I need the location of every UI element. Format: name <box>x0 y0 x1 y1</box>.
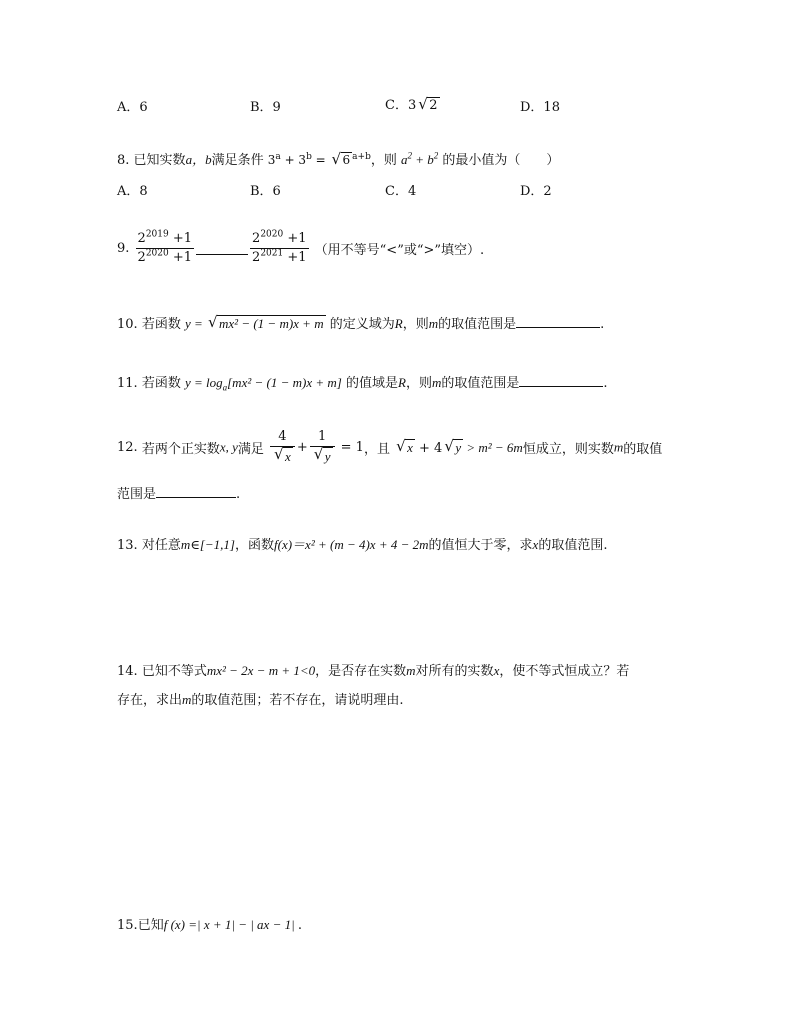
q12-answer-blank <box>156 485 236 498</box>
q7-option-c: C．3 √ 2 <box>385 95 438 113</box>
q11-stem: 11. 若函数 $y = \log_a[mx^2 - (1 - m)x + m]$ 的值域是R，则m的取值范围是 . <box>117 375 608 393</box>
q9-fraction-2: $\frac{2^{2020} +1}{2^{2021} +1}$ <box>252 229 307 265</box>
q9-fraction-1: $\frac{2^{2019} +1}{2^{2020} +1}$ <box>137 229 193 265</box>
q10-answer-blank <box>516 315 600 328</box>
q12-stem: 12. 若两个正实数x, y满足 4 √ x + 1 √ y = 1，且 √ x + 4 √ y > m² − 6m恒成立，则实数m的取值 <box>117 429 663 464</box>
q10-stem: 10. 若函数 y = √ mx² − (1 − m)x + m 的定义域为R，则m的取值范围是 . <box>117 313 605 332</box>
q13-stem: 13. 对任意m∈[−1,1]，函数f(x)＝x² + (m − 4)x + 4 − 2m的值恒大于零，求x的取值范围. <box>117 537 608 553</box>
q9-answer-blank <box>196 242 248 255</box>
q8-option-a: A．8 <box>117 184 148 199</box>
q7-option-d: D．18 <box>520 100 560 115</box>
q8-option-b: B．6 <box>250 184 281 199</box>
q14-line2: 存在，求出m的取值范围；若不存在，请说明理由. <box>117 692 404 708</box>
q8-option-d: D．2 <box>520 184 552 199</box>
q7-option-a: A．6 <box>117 100 148 115</box>
q12-line2: 范围是 . <box>117 487 241 502</box>
q11-answer-blank <box>519 374 603 387</box>
q8-stem: 8. 已知实数a，b满足条件 $3^a + 3^b$ = √ 6 $^{a+b}$，则 $a^2 + b^2$ 的最小值为（ ） <box>117 150 560 168</box>
q8-option-c: C．4 <box>385 184 417 199</box>
q9-stem: 9. $\frac{2^{2019} +1}{2^{2020} +1}$ $\frac{2^{2020} +1}{2^{2021} +1}$ （用不等号“<”或“>”填空）. <box>117 229 485 265</box>
q15-stem: 15.已知f (x) =| x + 1| − | ax − 1| . <box>117 917 303 933</box>
q14-stem: 14. 已知不等式mx² − 2x − m + 1<0，是否存在实数m对所有的实数x，使不等式恒成立？若 <box>117 663 630 679</box>
q7-option-b: B．9 <box>250 100 281 115</box>
